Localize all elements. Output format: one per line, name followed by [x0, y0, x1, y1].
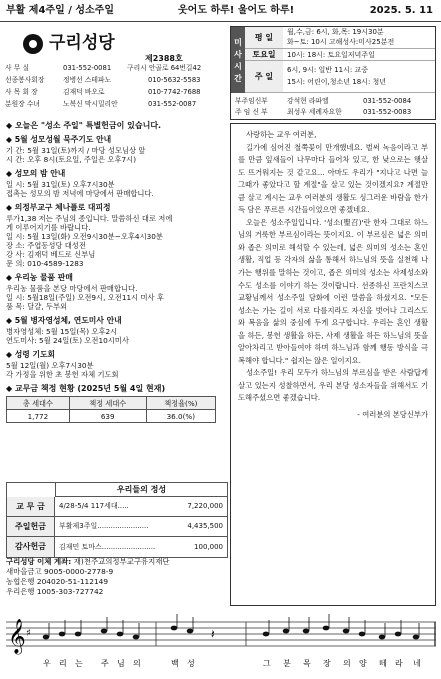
staff-row: 사 목 회 장 김재덕 바오로 010-7742-7688 — [5, 88, 201, 96]
staff-row: 사 무 실 031-552-0081 구리시 안골로 64번길42 — [5, 64, 202, 72]
note-head — [283, 629, 290, 634]
sharp-icon: ♯ — [26, 628, 31, 639]
special-offering-notice: ◆ 오늘은 "성소 주일" 특별헌금이 있습니다. — [6, 121, 162, 130]
notice-retreat: ◆ 의정부교구 체나플로 대피정 루가1,38 저는 주님의 종입니다. 말씀하신 대로 저에 게 이루어지기를 바랍니다. 일 시: 5월 13일(화) 오전9시30분~오후4시30분 장 소: 주엽동성당 대성전 강 사: 김재덕 베드로 신부님 문 의: 010-4589-1283 — [6, 203, 228, 268]
rest-icon: 𝄽 — [211, 627, 215, 641]
stats-table — [6, 396, 216, 423]
note-head — [133, 635, 140, 640]
lyric-syllable: 의 — [133, 659, 141, 668]
motto: 웃어도 하루! 울어도 하루! — [178, 5, 295, 16]
notice-prayer-meeting: ◆ 성령 기도회 5월 12일(월) 오후7시30분 각 가정을 위한 초 봉헌 자체 기도회 — [6, 350, 228, 379]
lyric-syllable: 우 — [43, 659, 51, 668]
bank-accounts — [6, 557, 228, 597]
lyric-syllable: 네 — [413, 659, 421, 668]
lyric-syllable: 는 — [75, 659, 83, 668]
lyric-syllable: 양 — [359, 659, 367, 668]
stats-title: ◆ 교무금 책정 현황 (2025년 5월 4일 현재) — [6, 384, 166, 394]
lyric-syllable: 떼 — [379, 659, 387, 668]
note-head — [395, 632, 402, 637]
note-head — [303, 629, 310, 634]
stats-header: 총 세대수 — [7, 397, 70, 410]
note-head — [359, 632, 366, 637]
header-bar — [0, 0, 441, 22]
mass-row-weekday: 평 일 월,수,금: 6시, 화,목: 19시30분 화~토: 10시 고해성사:미사25분전 — [245, 27, 435, 49]
stats-cell: 639 — [69, 410, 146, 423]
parish-logo-icon — [23, 34, 43, 54]
stats-header: 책정 세대수 — [69, 397, 146, 410]
issue-number: 제2388호 — [145, 54, 183, 63]
note-head — [117, 632, 124, 637]
issue-date: 2025. 5. 11 — [369, 5, 433, 16]
lyric-syllable: 성 — [187, 659, 195, 668]
note-head — [343, 629, 350, 634]
notice-sick-communion: ◆ 5월 병자영성체, 연도미사 안내 병자영성체: 5월 15일(목) 오후2시 연도미사: 5월 24일(토) 오전10시미사 — [6, 316, 228, 345]
notes-group — [43, 614, 420, 646]
letter-paragraph: 성소주일! 우리 모두가 하느님의 부르심을 받은 사람답게 살고 있는지 성찰하면서, 우리 본당 성소자들을 위해서도 기도해주셨으면 좋겠습니다. — [238, 368, 428, 403]
stats-cell: 36.0(%) — [146, 410, 215, 423]
note-head — [171, 626, 178, 631]
lyric-syllable: 백 — [171, 659, 179, 668]
lyric-syllable: 의 — [343, 659, 351, 668]
lyric-syllable: 목 — [303, 659, 311, 668]
offering-row: 주일헌금 부활제3주일....................... 4,435,500 — [7, 517, 227, 537]
lyric-syllable: 라 — [395, 659, 403, 668]
note-head — [59, 632, 66, 637]
treble-clef-icon: 𝄞 — [8, 619, 26, 654]
lyric-syllable: 님 — [117, 659, 125, 668]
liturgical-day: 부활 제4주일 / 성소주일 — [6, 5, 114, 16]
stats-cell: 1,772 — [7, 410, 70, 423]
offering-row: 교 무 금 4/28-5/4 117세대..... 7,220,000 — [7, 497, 227, 517]
notice-marian-night: ◆ 성모의 밤 안내 일 시: 5월 31일(토) 오후7시30분 접촉는 성모의 밤 저녁에 마당에서 판매합니다. — [6, 169, 228, 198]
mass-side-label: 미사시간 — [231, 27, 245, 93]
parish-name: 구리성당 — [49, 33, 115, 53]
notices-column — [6, 121, 228, 423]
offering-table — [6, 482, 228, 558]
note-head — [43, 635, 50, 640]
letter-paragraph: 길가에 심어진 철쭉꽃이 만개했네요. 벌써 녹음이라고 부를 만큼 잎새들이 나무마다 들어차 있고, 한 낮으로는 햇살도 뜨거워지는 것 같고요... 아마도 우리가 "지나고 나면 늘 그때가 좋았다고 할 계절"을 살고 있는 것이겠지요? 계절만큼 살고 계시는 교우 여러분의 생활도 싱그러운 바람을 한가득 담은 푸르른 시간들이었으면 좋겠네요. — [238, 142, 428, 215]
note-head — [413, 635, 420, 640]
notice-farm-sale: ◆ 우리농 물품 판매 우리농 물품을 본당 마당에서 판매합니다. 일 시: 5월18일(주일) 오전9시, 오전11시 미사 후 품 목: 달걀, 두부외 — [6, 273, 228, 311]
offering-row: 감사헌금 김재민 토마스........................ 100,000 — [7, 537, 227, 557]
note-head — [379, 635, 386, 640]
offering-title: 우리들의 정성 — [55, 483, 227, 497]
note-head — [101, 629, 108, 634]
note-head — [75, 632, 82, 637]
accounts-holder: 재)천주교의정부교구유지재단 — [73, 557, 170, 566]
lyrics-group — [43, 658, 421, 668]
pastor-letter — [230, 123, 436, 606]
staff-row: 선종봉사회장 정병선 스테파노 010-5632-5583 — [5, 76, 201, 84]
staff-row: 분원장 수녀 노복신 막시밀리안 031-552-0087 — [5, 100, 197, 108]
stats-header: 책정율(%) — [146, 397, 215, 410]
mass-schedule: 미사시간 평 일 월,수,금: 6시, 화,목: 19시30분 화~토: 10시 고해성사:미사25분전 토요일 10시: 18시: 토요일저녁주일 주 일 6시, 9시: 일반 11시: 교중 15시: 어린이,청소년 18시: 청년 부주임신부 강석현 라파엘 031-552-0084 주 임 신 부 최성우 세례자요한 031-552-0083 — [230, 26, 436, 120]
account-line: 농협은행 204020-51-112149 — [6, 576, 109, 586]
parish-info — [5, 26, 227, 121]
letter-signature: - 여러분의 본당신부가 — [357, 410, 428, 420]
accounts-title: 구리성당 이체 계좌: — [6, 557, 74, 566]
mass-row-sunday: 주 일 6시, 9시: 일반 11시: 교중 15시: 어린이,청소년 18시: 청년 — [245, 61, 435, 93]
staff-lines — [6, 622, 436, 646]
lyric-syllable: 리 — [59, 659, 67, 668]
note-head — [323, 626, 330, 631]
note-head — [263, 632, 270, 637]
notice-rosary: ◆ 5월 성모성월 묵주기도 안내 기 간: 5월 31일(토)까지 / 마당 성모님상 앞 시 간: 오후 8시(토요일, 주일은 오후7시) — [6, 135, 228, 164]
lyric-syllable: 장 — [323, 659, 331, 668]
account-line: 우리은행 1005-303-727742 — [6, 586, 104, 596]
lyric-syllable: 분 — [283, 659, 291, 668]
mass-row-saturday: 토요일 10시: 18시: 토요일저녁주일 — [245, 49, 435, 61]
lyric-syllable: 주 — [101, 659, 109, 668]
letter-paragraph: 오늘은 성소주일입니다. '성소(聖召)'란 한자 그대로 하느님의 거룩한 부르심이라는 뜻이지요. 이 부르심은 넓은 의미와 좁은 의미로 해석할 수 있는데, 넓은 의미의 성소는 혼인 생활, 직업 등 각자의 삶을 통해서 하느님의 뜻을 실천해 나가는 행위를 말하는 것이고, 좁은 의미의 성소는 사제성소와 수도 성소를 이야기 하는 것이랍니다. 선종하신 프란치스코 교황님께서 성소주일 담화에 이런 말씀을 하셨지요. "모든 성소는 가는 길이 서로 다를지라도 자신을 벗어나 그리스도와 복음을 삶의 중심에 두게 요구합니다. 우리는 혼인 생활을 하든, 봉헌 생활을 하든, 사제 생활을 하든 하느님의 뜻을 알아차리고 받아들여야 하며 하느님과 함께 행동 방식을 극복해야 합니다." 쉽지는 않은 일이지요. — [238, 217, 428, 365]
letter-paragraph: 사랑하는 교우 여러분, — [246, 130, 317, 139]
note-head — [187, 629, 194, 634]
account-line: 새마을금고 9005-0000-2778-9 — [6, 566, 114, 576]
lyric-syllable: 그 — [263, 659, 271, 668]
music-staff — [6, 612, 436, 676]
